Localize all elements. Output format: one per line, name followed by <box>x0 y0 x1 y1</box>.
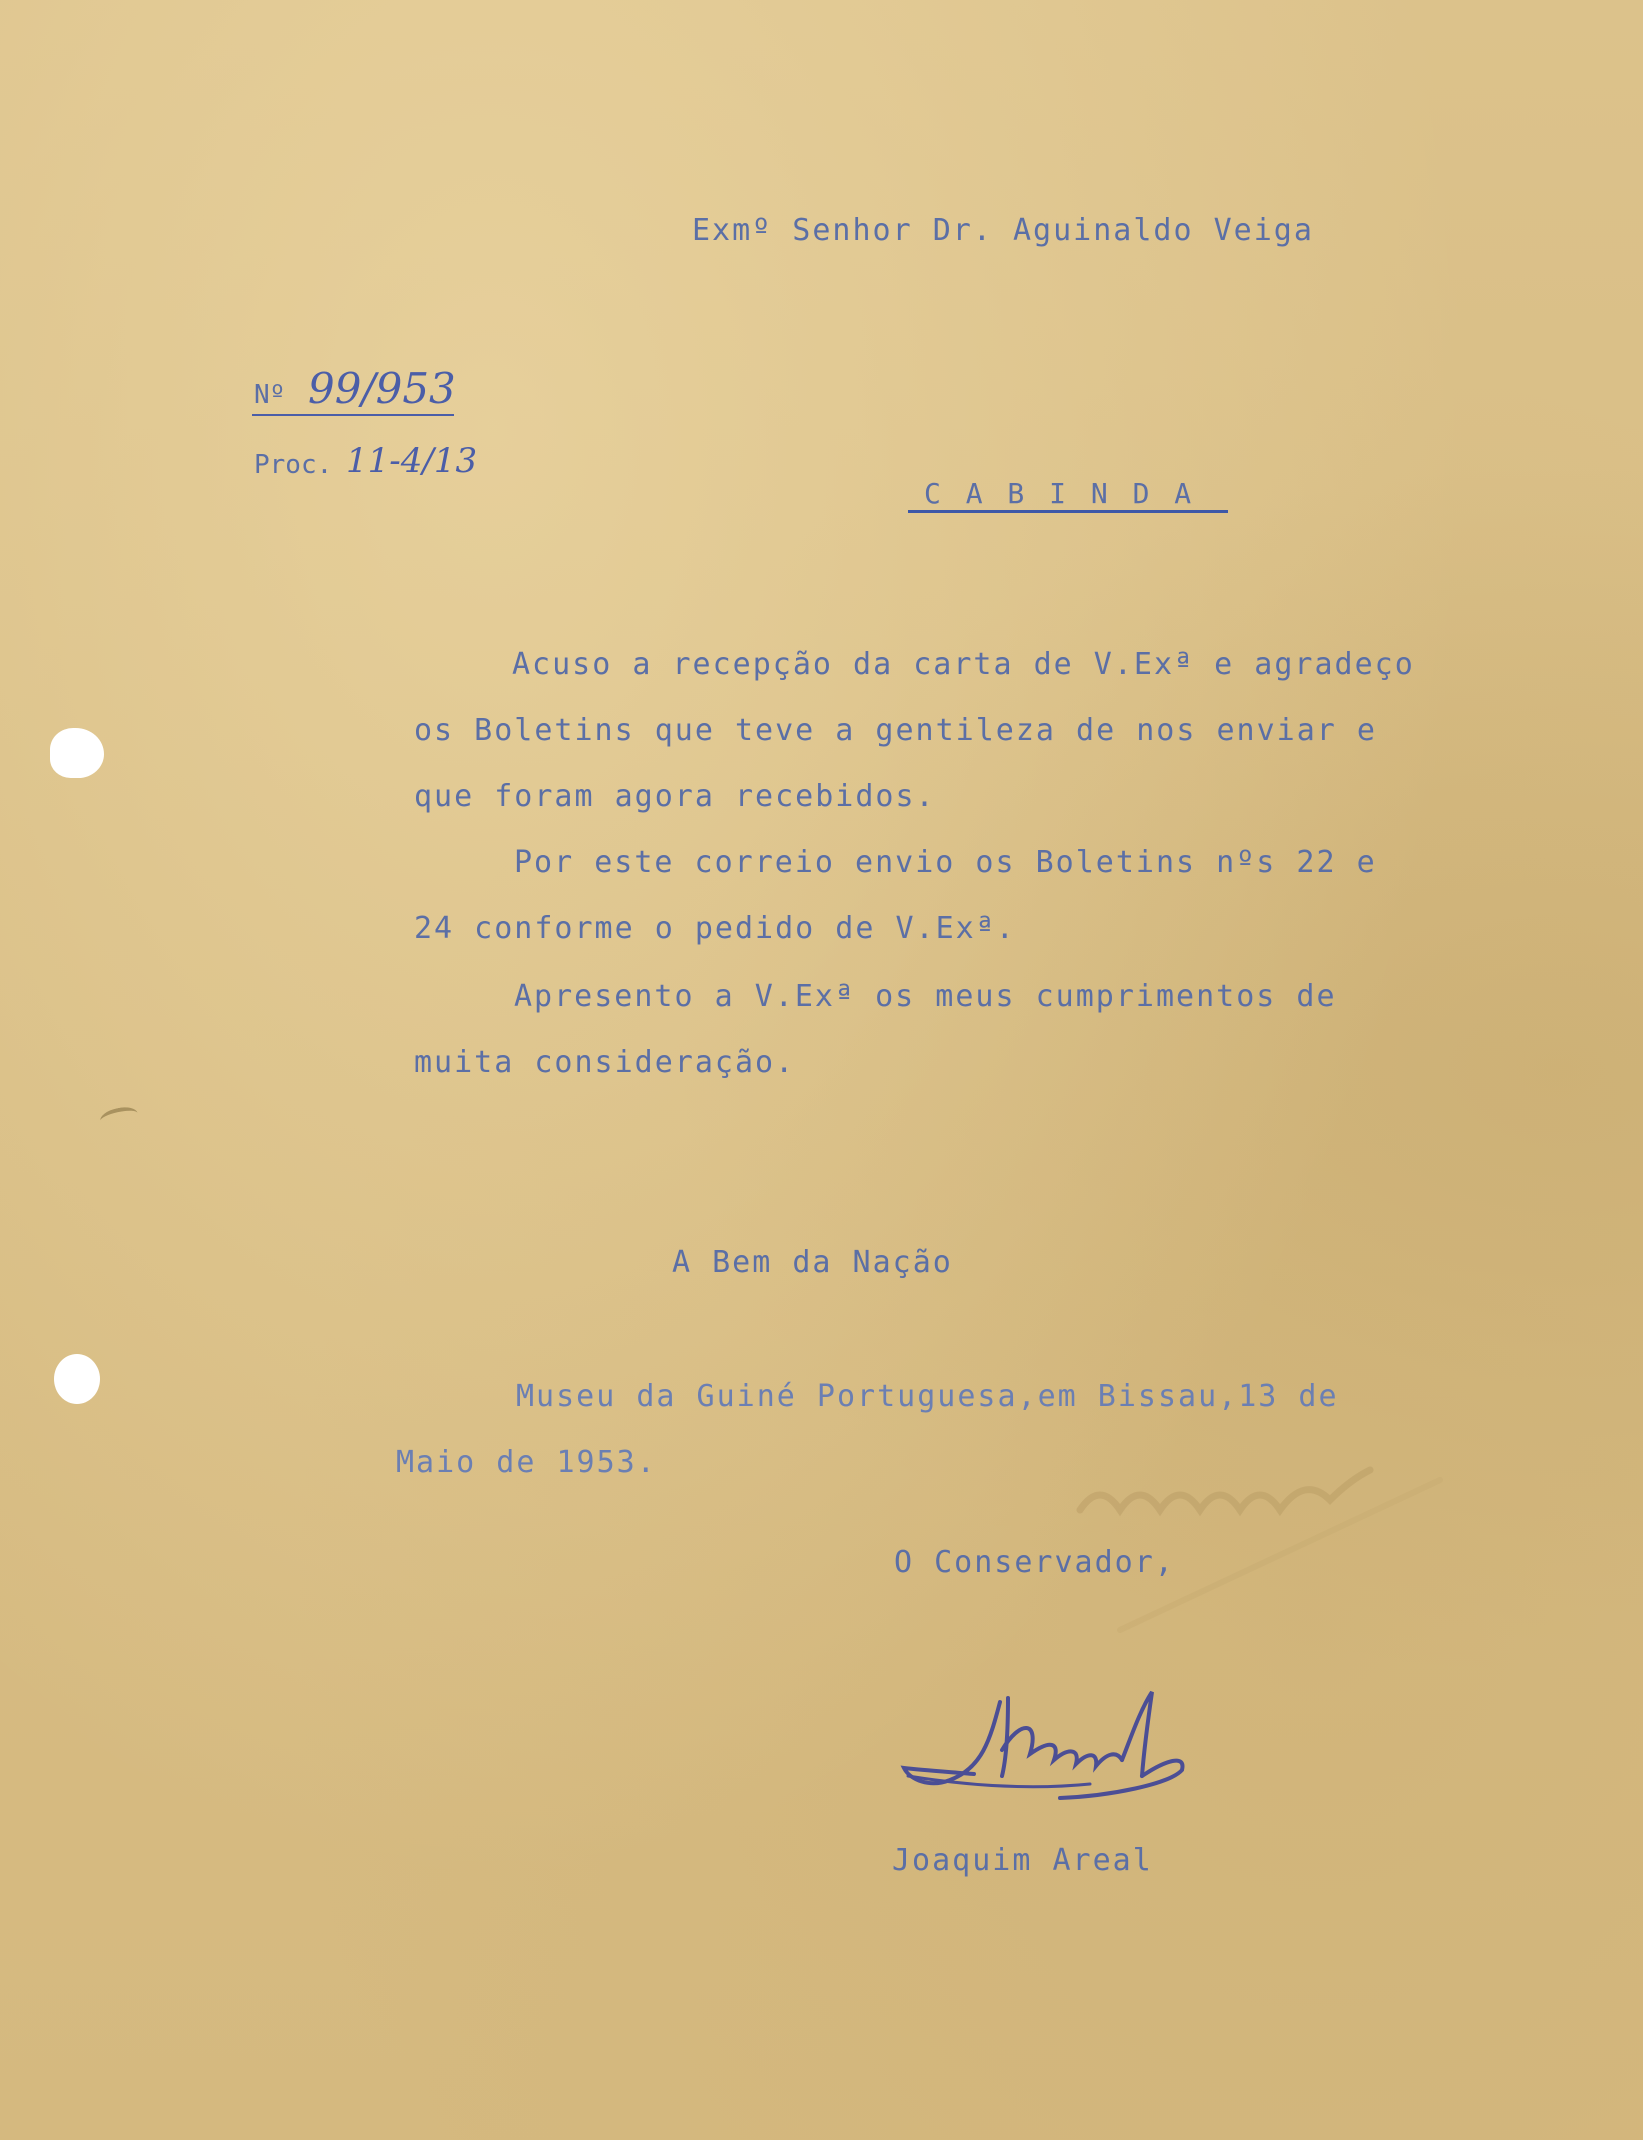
process-value: 11-4/13 <box>346 441 478 481</box>
closing-salutation: A Bem da Nação <box>672 1245 953 1280</box>
paper-tear-mark <box>99 1104 140 1130</box>
body-line-1: Acuso a recepção da carta de V.Exª e agradeço <box>512 647 1415 682</box>
signatory-title: O Conservador, <box>894 1545 1175 1580</box>
body-line-6: Apresento a V.Exª os meus cumprimentos de <box>514 979 1337 1014</box>
signatory-name: Joaquim Areal <box>892 1843 1153 1878</box>
body-line-5: 24 conforme o pedido de V.Exª. <box>414 911 1016 946</box>
body-line-3: que foram agora recebidos. <box>414 779 936 814</box>
body-line-7: muita consideração. <box>414 1045 796 1080</box>
faded-stamp-mark <box>1060 1440 1480 1640</box>
body-line-2: os Boletins que teve a gentileza de nos enviar e <box>414 713 1377 748</box>
punch-hole-bottom <box>54 1354 100 1404</box>
reference-underline <box>252 414 454 416</box>
punch-hole-top <box>50 728 104 778</box>
place-date-line-1: Museu da Guiné Portuguesa,em Bissau,13 de <box>516 1379 1339 1414</box>
signature-image <box>890 1680 1210 1810</box>
reference-prefix: Nº <box>254 380 286 410</box>
place-date-line-2: Maio de 1953. <box>396 1445 657 1480</box>
process-prefix: Proc. <box>254 450 333 480</box>
reference-value: 99/953 <box>308 364 456 413</box>
addressee-line: Exmº Senhor Dr. Aguinaldo Veiga <box>692 213 1314 248</box>
body-line-4: Por este correio envio os Boletins nºs 22 e <box>514 845 1377 880</box>
subject-underline <box>908 510 1228 513</box>
subject-heading: C A B I N D A <box>924 477 1196 510</box>
